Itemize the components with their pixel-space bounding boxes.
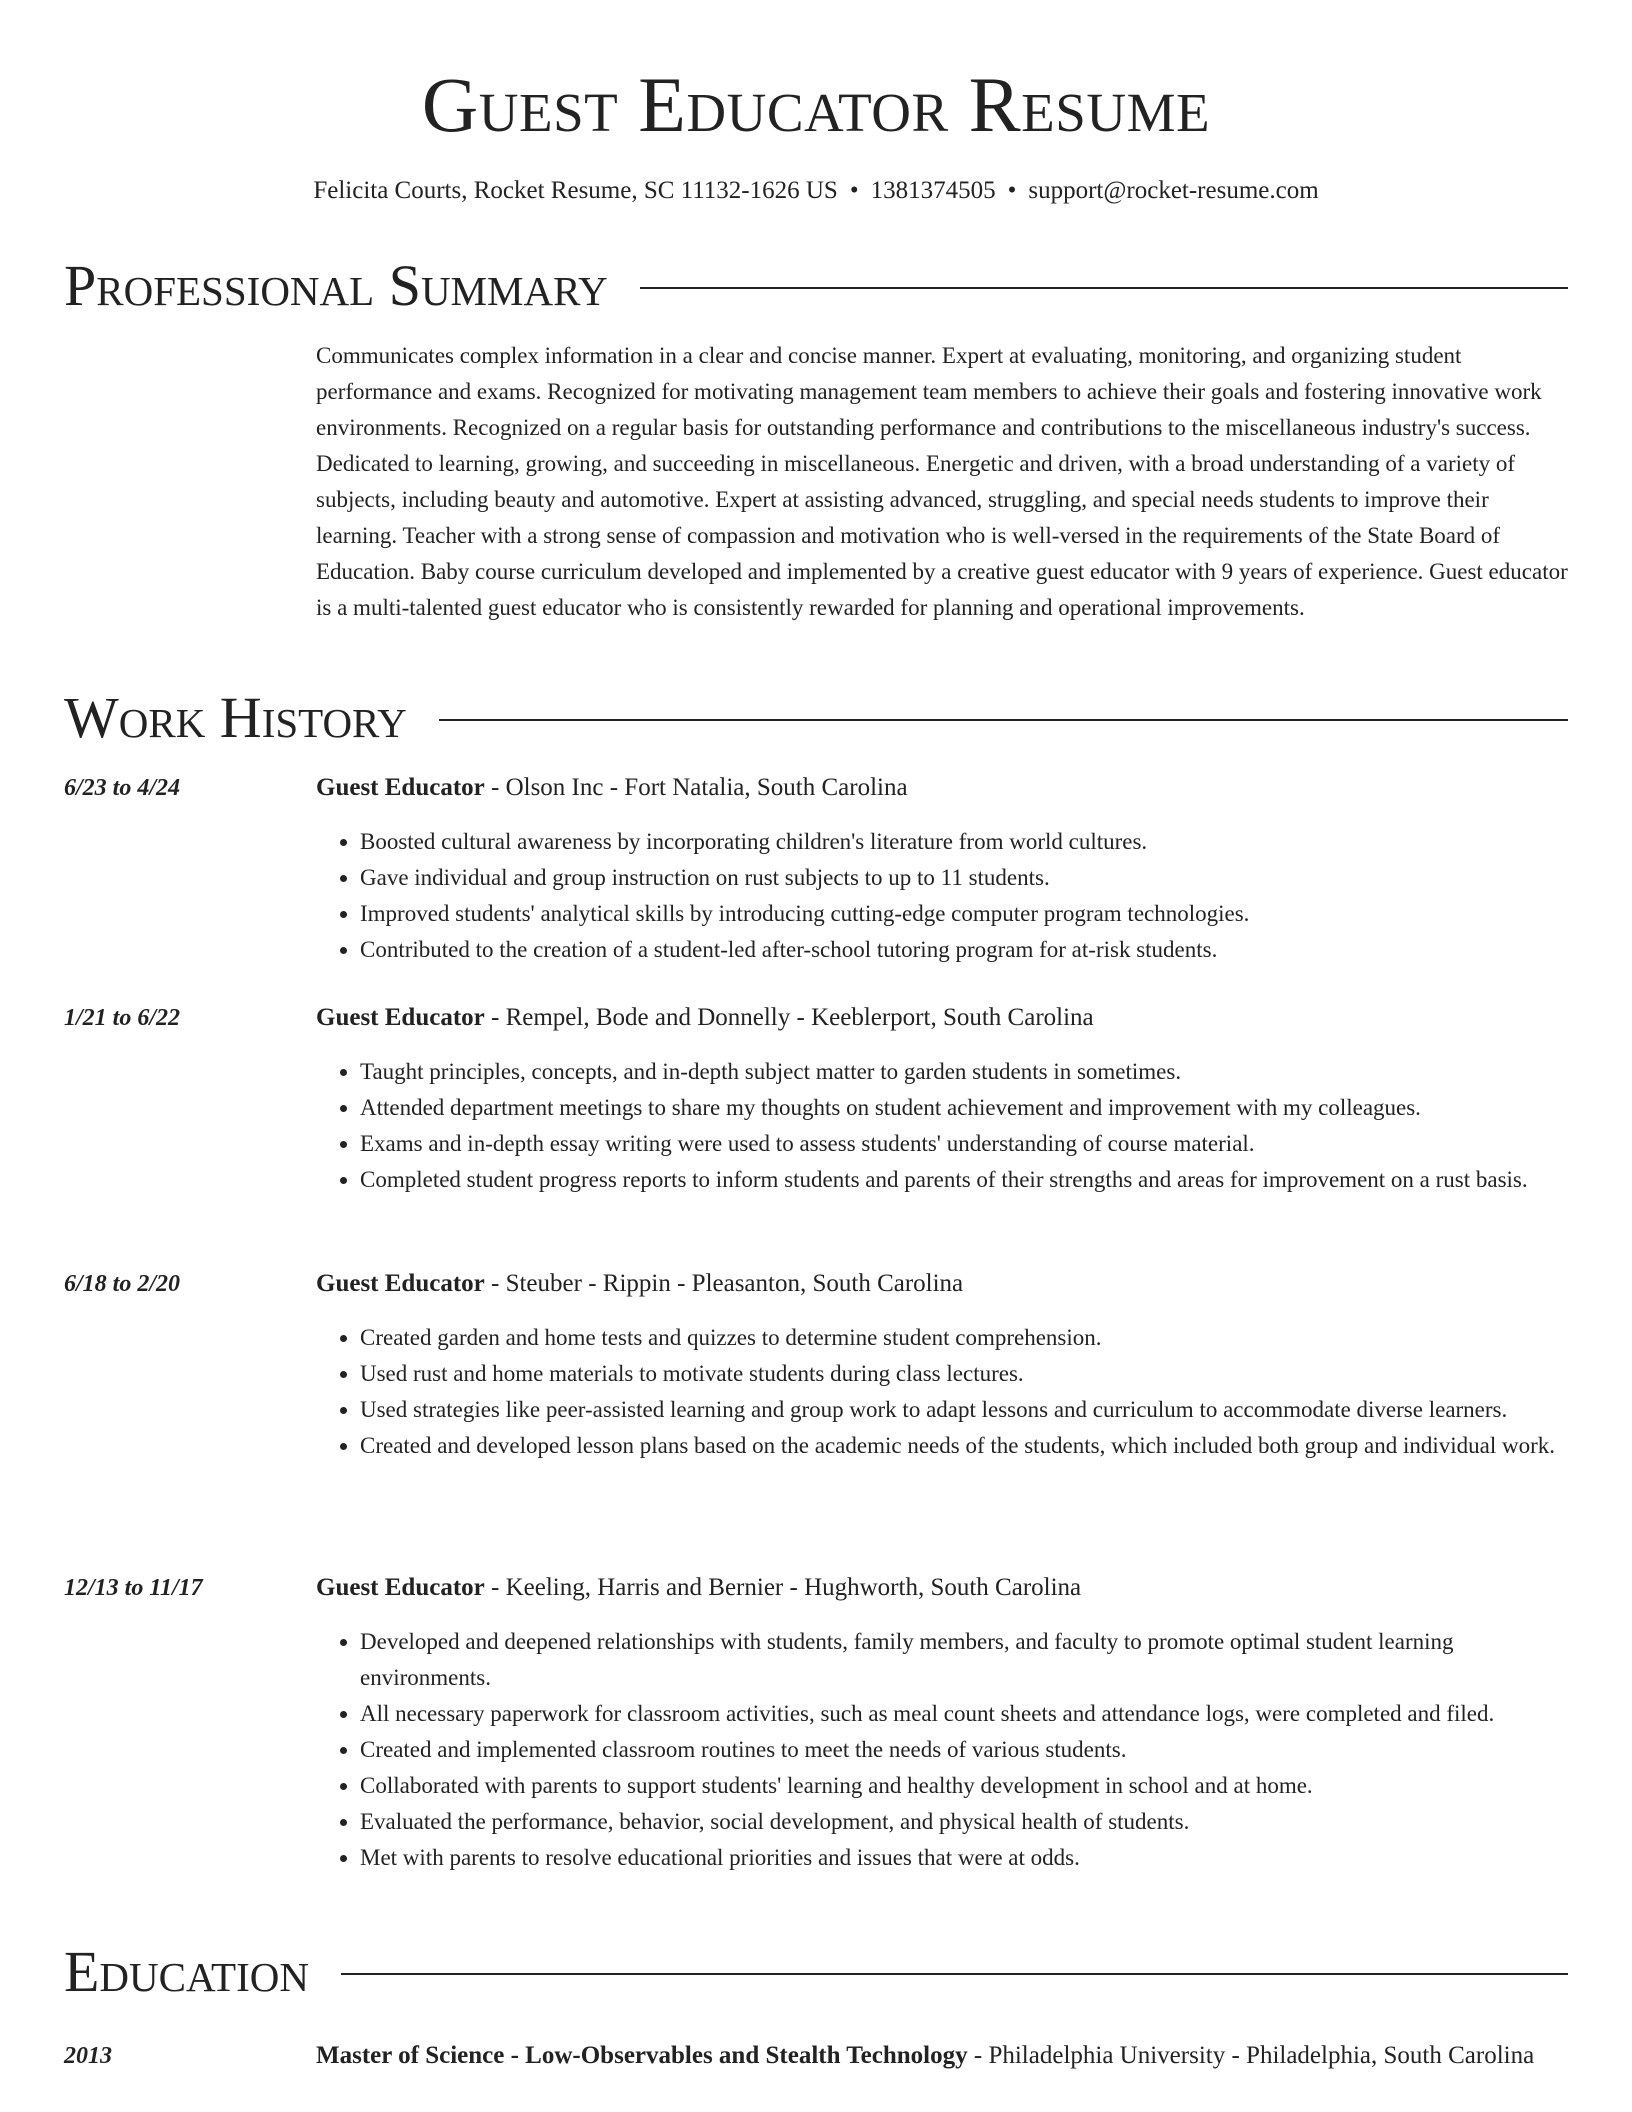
list-item: • Boosted cultural awareness by incorporating children's literature from world cultures. [360,824,1574,860]
list-item: • Created garden and home tests and quizzes to determine student comprehension. [360,1320,1574,1356]
job-heading [316,1000,1574,1036]
job-heading [316,770,1574,806]
job-employer: - Olson Inc - Fort Natalia, South Carolina [484,774,908,801]
section-title: Professional Summary [64,253,608,318]
list-item: • Attended department meetings to share my thoughts on student achievement and improvement with my colleagues. [360,1090,1574,1126]
list-item: • Gave individual and group instruction on rust subjects to up to 11 students. [360,860,1574,896]
contact-line [0,173,1632,209]
list-item: • Taught principles, concepts, and in-depth subject matter to garden students in sometimes. [360,1054,1574,1090]
job-role: Guest Educator [316,1270,485,1297]
list-item: • Completed student progress reports to inform students and parents of their strengths and areas for improvement on a rust basis. [360,1162,1574,1198]
list-item: • Improved students' analytical skills by introducing cutting-edge computer program technologies. [360,896,1574,932]
job-heading [316,1266,1574,1302]
education-degree: Master of Science - Low-Observables and Stealth Technology [316,2042,968,2069]
list-item: • Used rust and home materials to motivate students during class lectures. [360,1356,1574,1392]
education-date: 2013 [64,2043,112,2069]
separator-dot: • [849,177,859,204]
list-item: • Contributed to the creation of a student-led after-school tutoring program for at-risk students. [360,932,1574,968]
job-role: Guest Educator [316,1004,485,1031]
job-bullets [316,1624,1574,1876]
separator-dot: • [1007,177,1017,204]
page-title: Guest Educator Resume [421,61,1211,148]
list-item: • Created and implemented classroom routines to meet the needs of various students. [360,1732,1574,1768]
job-role: Guest Educator [316,1574,485,1601]
list-item: • Evaluated the performance, behavior, social development, and physical health of students. [360,1804,1574,1840]
contact-phone: 1381374505 [870,177,996,204]
education-school: - Philadelphia University - Philadelphia, South Carolina [967,2042,1535,2069]
list-item: • Collaborated with parents to support students' learning and healthy development in school and at home. [360,1768,1574,1804]
job-bullets [316,824,1574,968]
education-heading [316,2036,1574,2076]
list-item: • All necessary paperwork for classroom activities, such as meal count sheets and attendance logs, were completed and filed. [360,1696,1574,1732]
job-dates: 12/13 to 11/17 [64,1575,203,1601]
section-professional-summary [64,254,1568,318]
contact-email: support@rocket-resume.com [1028,177,1319,204]
list-item: • Met with parents to resolve educational priorities and issues that were at odds. [360,1840,1574,1876]
job-dates: 1/21 to 6/22 [64,1005,181,1031]
job-employer: - Rempel, Bode and Donnelly - Keeblerport, South Carolina [484,1004,1094,1031]
summary-text: Communicates complex information in a clear and concise manner. Expert at evaluating, monitoring, and organizing student performance and exams. Recognized for motivating management team members to achieve their goals and fostering innovative work environments. Recognized on a regular basis for outstanding performance and contributions to the miscellaneous industry's success. Dedicated to learning, growing, and succeeding in miscellaneous. Energetic and driven, with a broad understanding of a variety of subjects, including beauty and automotive. Expert at assisting advanced, struggling, and special needs students to improve their learning. Teacher with a strong sense of compassion and motivation who is well-versed in the requirements of the State Board of Education. Baby course curriculum developed and implemented by a creative guest educator with 9 years of experience. Guest educator is a multi-talented guest educator who is consistently rewarded for planning and operational improvements. [316,343,1568,620]
section-title: Work History [64,685,407,750]
job-dates: 6/23 to 4/24 [64,775,181,801]
section-divider [640,287,1568,289]
section-title: Education [64,1939,309,2004]
job-bullets [316,1054,1574,1198]
list-item: • Used strategies like peer-assisted learning and group work to adapt lessons and curriculum to accommodate diverse learners. [360,1392,1574,1428]
list-item: • Created and developed lesson plans based on the academic needs of the students, which included both group and individual work. [360,1428,1574,1464]
job-bullets [316,1320,1574,1464]
section-work-history [64,686,1568,750]
section-education [64,1940,1568,2004]
job-heading [316,1570,1574,1606]
list-item: • Exams and in-depth essay writing were used to assess students' understanding of course material. [360,1126,1574,1162]
job-employer: - Steuber - Rippin - Pleasanton, South Carolina [484,1270,964,1297]
section-divider [439,719,1568,721]
contact-address: Felicita Courts, Rocket Resume, SC 11132-1626 US [313,177,838,204]
section-divider [341,1973,1568,1975]
job-role: Guest Educator [316,774,485,801]
list-item: • Developed and deepened relationships with students, family members, and faculty to promote optimal student learning environments. [360,1624,1574,1696]
job-dates: 6/18 to 2/20 [64,1271,181,1297]
job-employer: - Keeling, Harris and Bernier - Hughworth, South Carolina [484,1574,1082,1601]
